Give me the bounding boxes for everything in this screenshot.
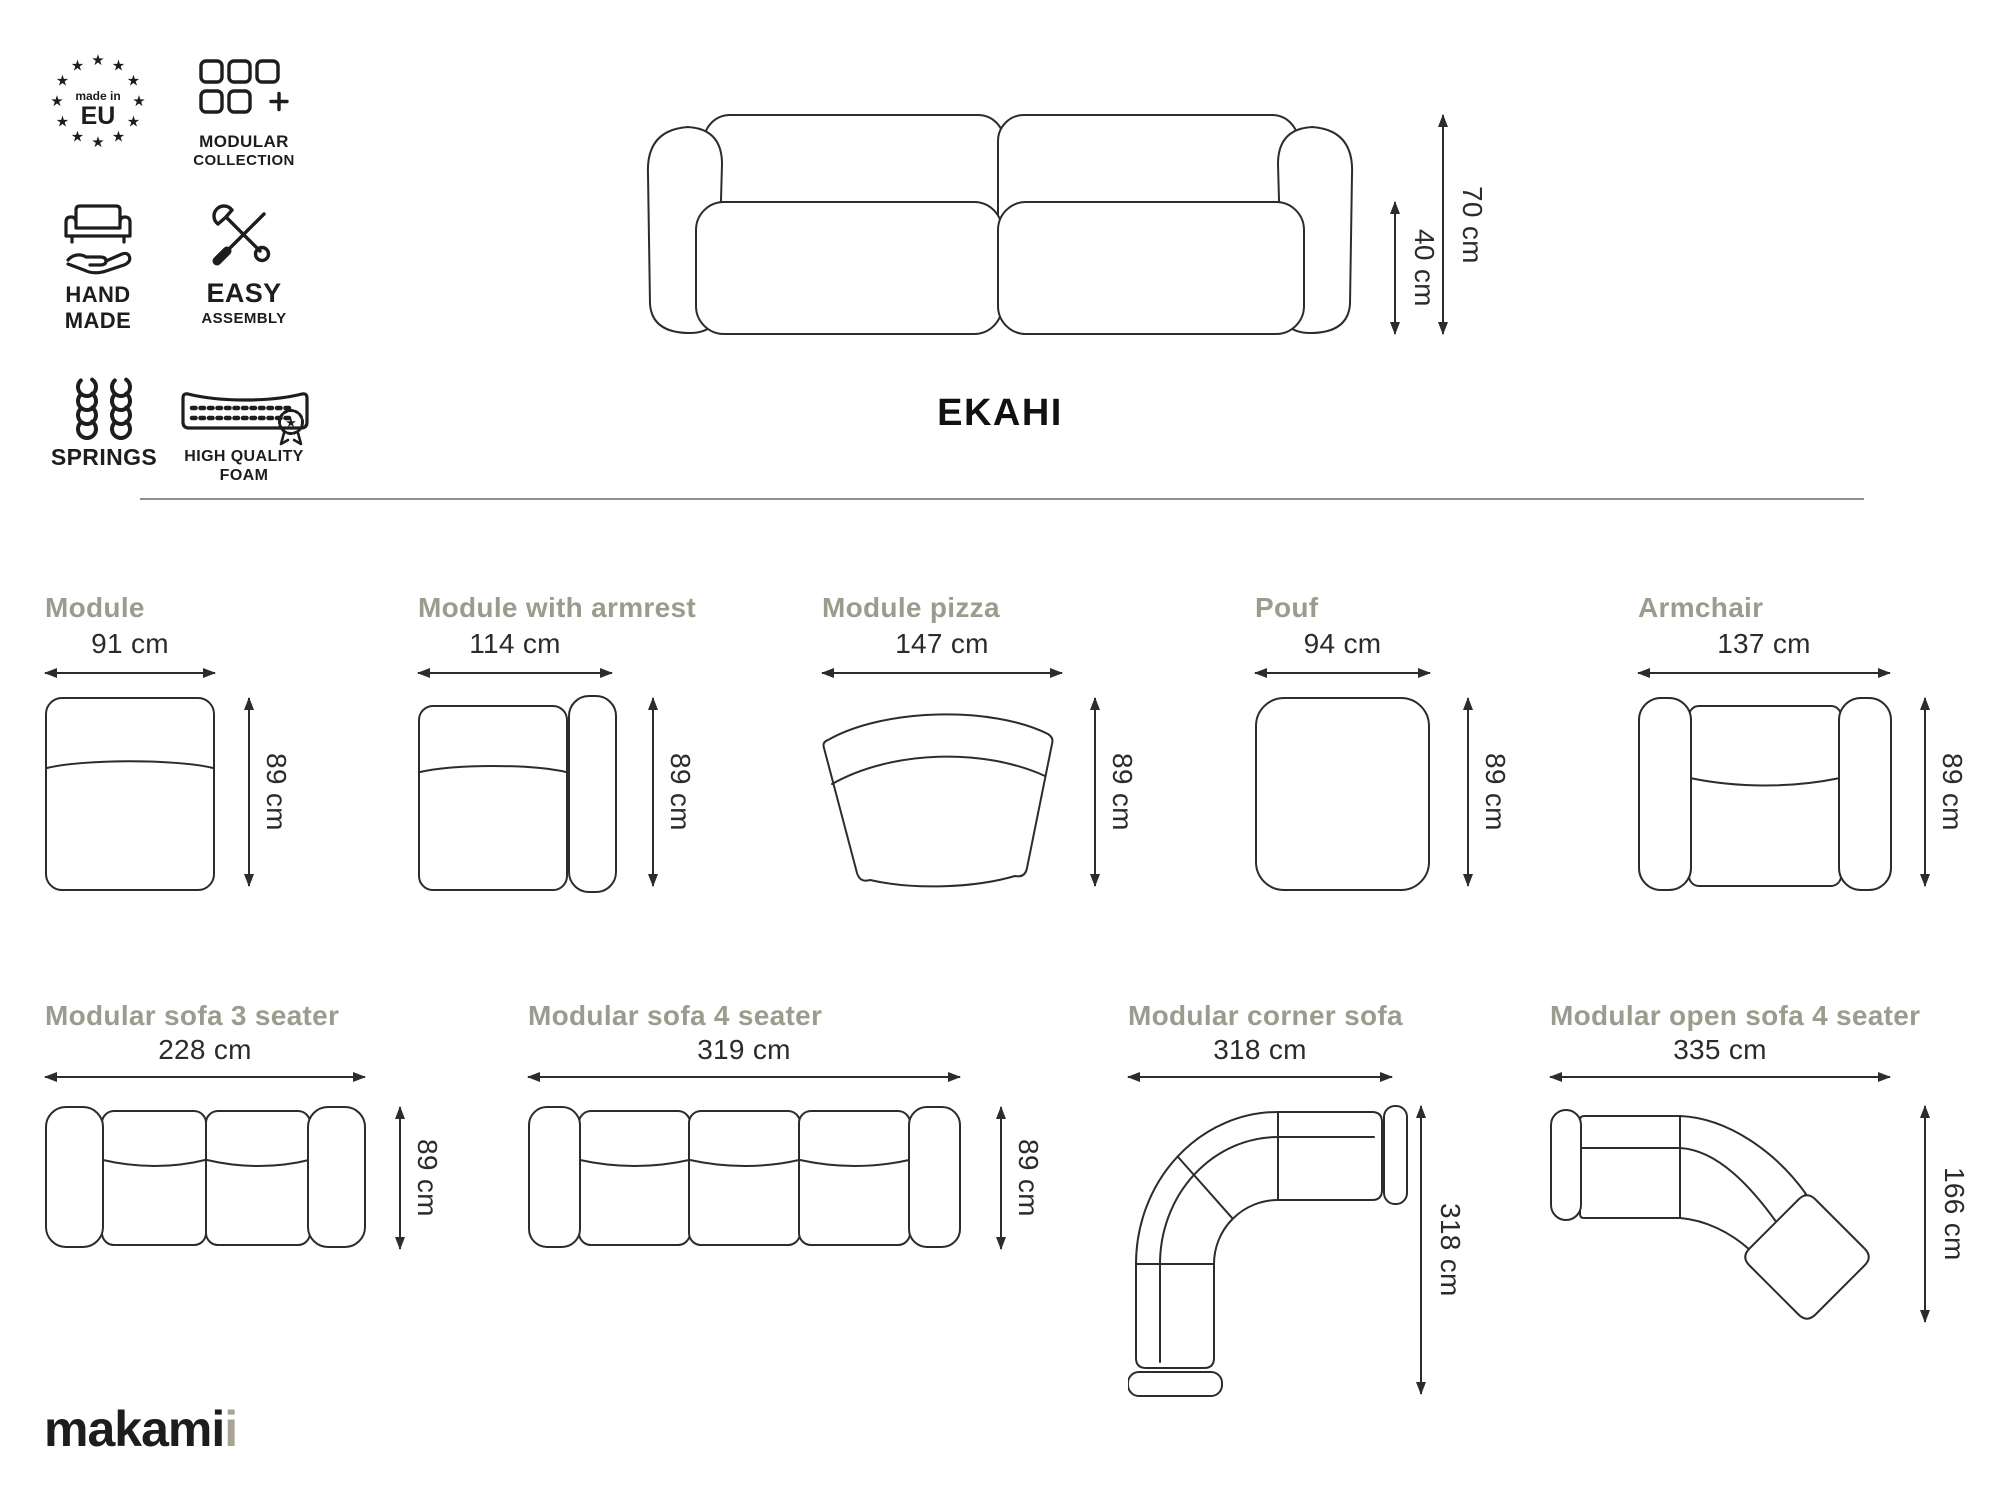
armchair-top-view — [1638, 696, 1892, 894]
depth-dimension: 89 cm — [665, 753, 696, 831]
svg-text:★: ★ — [50, 93, 64, 110]
sofa-4-seater-top-view — [528, 1104, 962, 1252]
module-with-armrest-top-view — [418, 688, 618, 896]
product-title: Module with armrest — [418, 592, 696, 623]
svg-text:★: ★ — [91, 52, 105, 69]
width-dimension: 228 cm — [158, 1034, 252, 1065]
product-card-armchair — [1638, 592, 1988, 922]
logo-accent: i — [224, 1401, 238, 1457]
logo-main: makami — [44, 1401, 225, 1457]
svg-text:★: ★ — [126, 113, 141, 131]
depth-dimension: 89 cm — [1107, 753, 1138, 831]
module-top-view — [45, 696, 217, 892]
easy-assembly-label: EASY ASSEMBLY — [201, 278, 287, 327]
width-dimension: 137 cm — [1717, 628, 1811, 659]
depth-arrow — [1094, 698, 1096, 886]
svg-text:EU: EU — [80, 102, 116, 130]
width-arrow — [1255, 672, 1430, 674]
made-in-eu-icon — [46, 50, 150, 158]
corner-sofa-top-view — [1128, 1104, 1410, 1400]
section-divider — [140, 498, 1864, 500]
width-arrow — [1638, 672, 1890, 674]
product-title: Modular corner sofa — [1128, 1000, 1403, 1031]
product-title: Armchair — [1638, 592, 1764, 623]
product-title: Module — [45, 592, 145, 623]
product-title: Modular open sofa 4 seater — [1550, 1000, 1921, 1031]
module-pizza-top-view — [822, 694, 1062, 894]
width-dimension: 147 cm — [895, 628, 989, 659]
total-height-dimension: 70 cm — [1457, 185, 1488, 264]
width-arrow — [528, 1076, 960, 1078]
product-card-sofa-4-seater — [528, 1000, 1068, 1400]
width-arrow — [1128, 1076, 1392, 1078]
product-card-module-with-armrest — [418, 592, 718, 922]
product-card-open-sofa-4-seater — [1550, 1000, 1990, 1420]
product-title: Modular sofa 4 seater — [528, 1000, 823, 1031]
easy-assembly-icon — [208, 200, 276, 270]
product-title: Pouf — [1255, 592, 1319, 623]
depth-arrow — [248, 698, 250, 886]
hand-made-label: HAND MADE — [64, 282, 132, 333]
width-arrow — [45, 672, 215, 674]
width-arrow — [1550, 1076, 1890, 1078]
product-card-corner-sofa — [1128, 1000, 1488, 1420]
svg-text:★: ★ — [91, 134, 105, 151]
hand-made-icon — [58, 200, 138, 278]
width-dimension: 91 cm — [91, 628, 169, 659]
high-quality-foam-label: HIGH QUALITY FOAM — [184, 448, 304, 484]
high-quality-foam-icon — [178, 382, 312, 448]
svg-text:★: ★ — [70, 57, 85, 75]
svg-text:★: ★ — [111, 128, 126, 146]
width-arrow — [45, 1076, 365, 1078]
svg-text:★: ★ — [55, 113, 70, 131]
depth-arrow — [1420, 1106, 1422, 1394]
total-height-arrow — [1442, 115, 1444, 334]
product-card-pouf — [1255, 592, 1535, 922]
seat-height-arrow — [1394, 202, 1396, 334]
depth-dimension: 166 cm — [1939, 1167, 1970, 1261]
makamii-logo — [44, 1400, 237, 1458]
depth-arrow — [1924, 698, 1926, 886]
depth-arrow — [1000, 1107, 1002, 1249]
modular-collection-icon — [198, 58, 292, 124]
pouf-top-view — [1255, 696, 1432, 892]
springs-label: SPRINGS — [50, 444, 158, 470]
collection-title: EKAHI — [937, 392, 1063, 434]
depth-dimension: 89 cm — [1937, 753, 1968, 831]
width-dimension: 335 cm — [1673, 1034, 1767, 1065]
width-arrow — [418, 672, 612, 674]
svg-text:★: ★ — [132, 93, 146, 110]
springs-icon — [68, 376, 140, 442]
sofa-3-seater-top-view — [45, 1104, 367, 1252]
width-arrow — [822, 672, 1062, 674]
width-dimension: 114 cm — [469, 628, 561, 659]
product-title: Module pizza — [822, 592, 1000, 623]
depth-dimension: 89 cm — [1013, 1139, 1044, 1217]
depth-dimension: 89 cm — [261, 753, 292, 831]
depth-dimension: 318 cm — [1435, 1203, 1466, 1297]
svg-text:★: ★ — [70, 128, 85, 146]
svg-text:★: ★ — [126, 72, 141, 90]
product-title: Modular sofa 3 seater — [45, 1000, 340, 1031]
seat-height-dimension: 40 cm — [1409, 229, 1440, 307]
depth-arrow — [399, 1107, 401, 1249]
width-dimension: 318 cm — [1213, 1034, 1307, 1065]
depth-arrow — [1467, 698, 1469, 886]
open-sofa-4-seater-top-view — [1550, 1104, 1890, 1328]
svg-text:★: ★ — [111, 57, 126, 75]
sofa-front-view — [640, 112, 1360, 340]
product-card-sofa-3-seater — [45, 1000, 465, 1400]
depth-dimension: 89 cm — [1480, 753, 1511, 831]
svg-text:★: ★ — [55, 72, 70, 90]
width-dimension: 319 cm — [697, 1034, 791, 1065]
product-card-module-pizza — [822, 592, 1142, 922]
depth-dimension: 89 cm — [412, 1139, 443, 1217]
svg-text:★: ★ — [285, 415, 297, 430]
width-dimension: 94 cm — [1303, 628, 1382, 659]
depth-arrow — [652, 698, 654, 886]
modular-collection-label: MODULAR COLLECTION — [193, 132, 295, 170]
depth-arrow — [1924, 1106, 1926, 1322]
svg-text:made in: made in — [75, 89, 121, 103]
product-card-module — [45, 592, 345, 922]
